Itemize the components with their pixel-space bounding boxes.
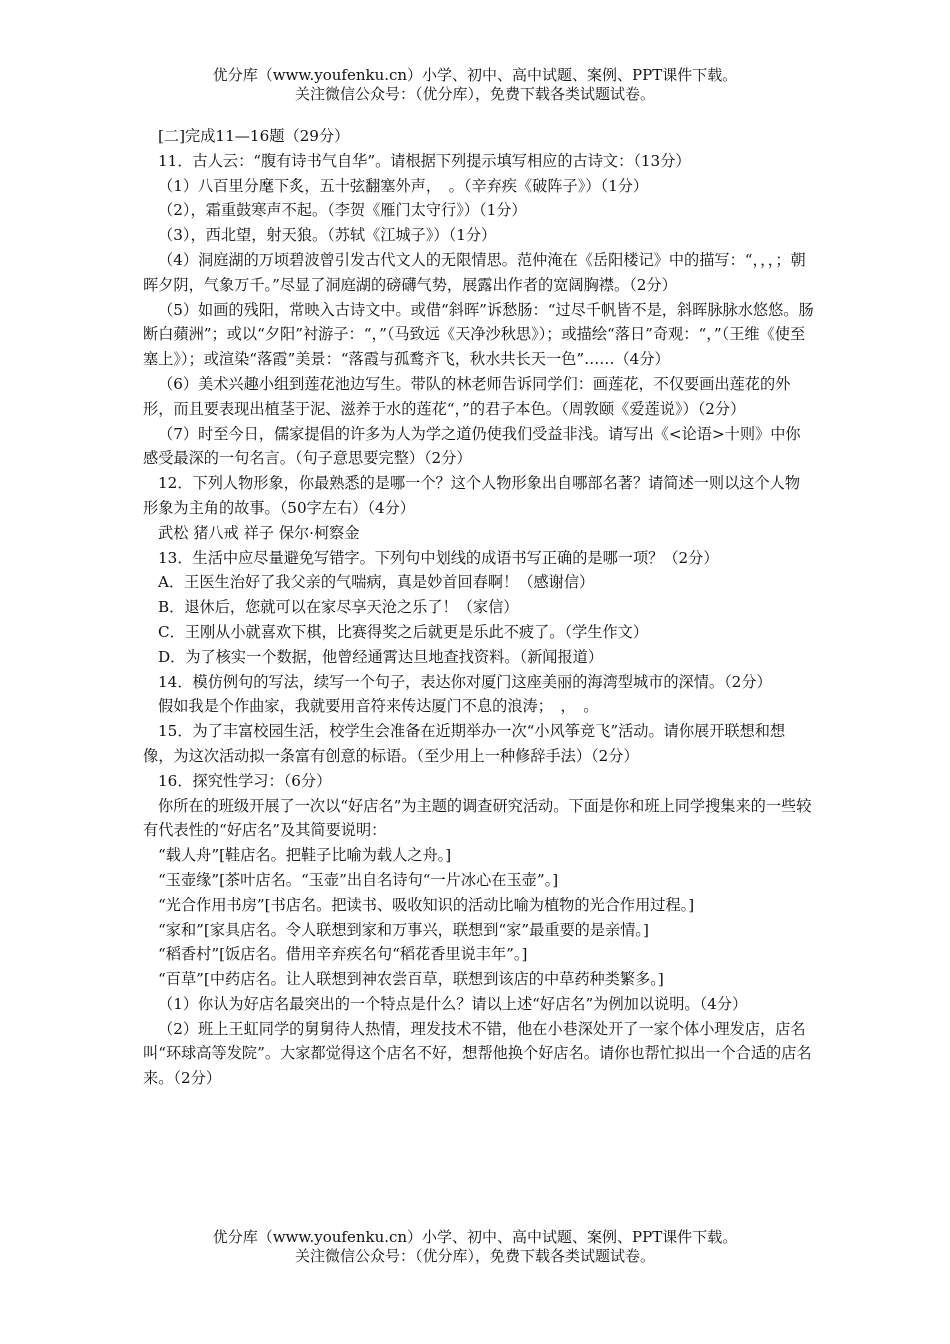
- footer-line-1: 优分库（www.youfenku.cn）小学、初中、高中试题、案例、PPT课件下载。: [212, 1228, 738, 1246]
- question-11-stem: 11．古人云：“腹有诗书气自华”。请根据下列提示填写相应的古诗文：（13分）: [158, 151, 691, 170]
- section-title: [二]完成11—16题（29分）: [158, 127, 350, 145]
- question-14-example: 假如我是个作曲家，我就要用音符来传达厦门不息的浪涛； ， 。: [158, 697, 599, 716]
- question-11-item-2: （2），霜重鼓寒声不起。（李贺《雁门太守行》）（1分）: [158, 201, 527, 220]
- page-footer: [0, 1228, 950, 1266]
- question-15-stem: 15．为了丰富校园生活，校学生会准备在近期举办一次“小风筝竞飞”活动。请你展开联想和想像，为这次活动拟一条富有创意的标语。（至少用上一种修辞手法）（2分）: [143, 722, 786, 765]
- question-11-item-7: （7）时至今日，儒家提倡的许多为人为学之道仍使我们受益非浅。请写出《<论语>十则》中你感受最深的一句名言。（句子意思要完整）（2分）: [143, 424, 801, 468]
- question-11-item-1: （1）八百里分麾下炙，五十弦翻塞外声， 。（辛弃疾《破阵子》）（1分）: [158, 176, 649, 195]
- shop-name-3: “光合作用书房”[书店名。把读书、吸收知识的活动比喻为植物的光合作用过程。]: [158, 895, 695, 914]
- question-14-stem: 14．模仿例句的写法，续写一个句子，表达你对厦门这座美丽的海湾型城市的深情。（2分）: [158, 672, 772, 691]
- question-13-option-a: A．王医生治好了我父亲的气喘病，真是妙首回春啊！（感谢信）: [158, 573, 595, 592]
- question-16-part-2: （2）班上王虹同学的舅舅待人热情，理发技术不错，他在小巷深处开了一家个体小理发店，店名叫“环球高等发院”。大家都觉得这个店名不好，想帮他换个好店名。请你也帮忙拟出一个合适的店名来。（2分）: [143, 1019, 812, 1088]
- question-16-intro: 你所在的班级开展了一次以“好店名”为主题的调查研究活动。下面是你和班上同学搜集来的一些较有代表性的“好店名”及其简要说明：: [143, 796, 812, 840]
- question-12-stem: 12．下列人物形象，你最熟悉的是哪一个？这个人物形象出自哪部名著？请简述一则以这个人物形象为主角的故事。（50字左右）（4分）: [143, 474, 801, 517]
- shop-name-6: “百草”[中药店名。让人联想到神农尝百草，联想到该店的中草药种类繁多。]: [158, 970, 664, 989]
- header-line-2: 关注微信公众号：（优分库），免费下载各类试题试卷。: [294, 85, 655, 103]
- question-13-option-b: B．退休后，您就可以在家尽享天沧之乐了！（家信）: [158, 598, 519, 617]
- page-header: [0, 66, 950, 104]
- question-13-option-d: D．为了核实一个数据，他曾经通霄达旦地查找资料。（新闻报道）: [158, 647, 604, 666]
- question-11-item-3: （3），西北望，射天狼。（苏轼《江城子》）（1分）: [158, 226, 497, 245]
- question-13-stem: 13．生活中应尽量避免写错字。下列句中划线的成语书写正确的是哪一项？（2分）: [158, 548, 719, 567]
- exam-content: [143, 124, 815, 1091]
- question-11-item-5: （5）如画的残阳，常映入古诗文中。或借“斜晖”诉愁肠：“过尽千帆皆不是，斜晖脉脉水悠悠。肠断白蘋洲”；或以“夕阳”衬游子：“，”（马致远《天净沙秋思》）；或描绘“落日”奇观：“，”（王维《使至塞上》）；或渲染“落霞”美景：“落霞与孤鹜齐飞，秋水共长天一色”……（4分）: [143, 300, 814, 369]
- question-11-item-4: （4）洞庭湖的万顷碧波曾引发古代文人的无限情思。范仲淹在《岳阳楼记》中的描写：“，，，；朝晖夕阴，气象万千。”尽显了洞庭湖的磅礴气势，展露出作者的宽阔胸襟。（2分）: [143, 250, 806, 294]
- shop-name-4: “家和”[家具店名。令人联想到家和万事兴，联想到“家”最重要的是亲情。]: [158, 920, 649, 939]
- question-16-part-1: （1）你认为好店名最突出的一个特点是什么？请以上述“好店名”为例加以说明。（4分）: [158, 994, 748, 1013]
- question-16-stem: 16．探究性学习：（6分）: [158, 771, 332, 790]
- header-line-1: 优分库（www.youfenku.cn）小学、初中、高中试题、案例、PPT课件下载。: [212, 66, 738, 84]
- question-12-names: 武松 猪八戒 祥子 保尔·柯察金: [158, 523, 360, 542]
- shop-name-5: “稻香村”[饭店名。借用辛弃疾名句“稻花香里说丰年”。]: [158, 945, 528, 964]
- footer-line-2: 关注微信公众号：（优分库），免费下载各类试题试卷。: [294, 1247, 655, 1265]
- question-13-option-c: C．王刚从小就喜欢下棋，比赛得奖之后就更是乐此不疲了。（学生作文）: [158, 622, 649, 641]
- question-11-item-6: （6）美术兴趣小组到莲花池边写生。带队的林老师告诉同学们：画莲花，不仅要画出莲花的外形，而且要表现出植茎于泥、滋养于水的莲花“，”的君子本色。（周敦颐《爱莲说》）（2分）: [143, 374, 791, 418]
- shop-name-2: “玉壶缘”[茶叶店名。“玉壶”出自名诗句“一片冰心在玉壶”。]: [158, 870, 559, 889]
- shop-name-1: “载人舟”[鞋店名。把鞋子比喻为载人之舟。]: [158, 846, 452, 865]
